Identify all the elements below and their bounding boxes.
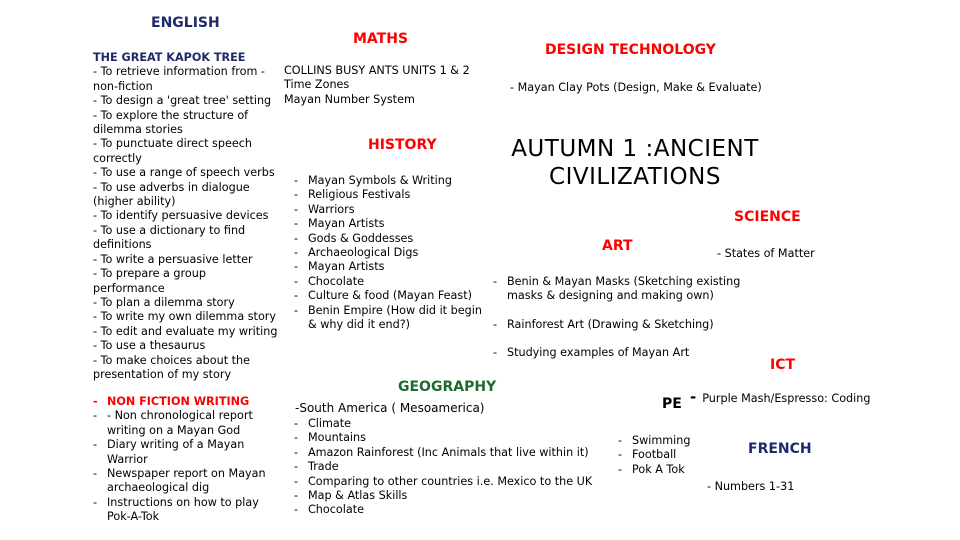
list-item: - Climate (294, 417, 614, 431)
list-item: - Culture & food (Mayan Feast) (294, 289, 494, 303)
list-item: correctly (93, 151, 142, 165)
list-item: - To make choices about the (93, 353, 251, 367)
list-item: - To use adverbs in dialogue (93, 180, 250, 194)
list-item: - Mayan Symbols & Writing (294, 174, 494, 188)
list-item: - Comparing to other countries i.e. Mexico to the UK (294, 475, 614, 489)
art-heading: ART (602, 238, 633, 254)
list-item: - To prepare a group (93, 267, 206, 281)
french-heading: FRENCH (748, 441, 812, 457)
page-title-line2: CIVILIZATIONS (549, 164, 721, 190)
list-item: - Football (618, 448, 718, 462)
list-item: - To punctuate direct speech (93, 137, 252, 151)
english-unit-title: THE GREAT KAPOK TREE (93, 51, 246, 64)
page-title-line1: AUTUMN 1 :ANCIENT (511, 136, 759, 162)
list-item: - Benin Empire (How did it begin & why did it end?) (294, 304, 494, 333)
list-item: - - Non chronological report writing on a Mayan God (93, 409, 273, 438)
list-item: COLLINS BUSY ANTS UNITS 1 & 2 (284, 64, 470, 77)
list-item: - Studying examples of Mayan Art (493, 346, 753, 360)
list-item: - Swimming (618, 434, 718, 448)
maths-heading: MATHS (353, 31, 409, 47)
geography-list (294, 417, 614, 518)
list-item: dilemma stories (93, 123, 183, 137)
list-item: presentation of my story (93, 367, 232, 381)
list-item: - To use a thesaurus (93, 339, 206, 353)
list-item: - To use a range of speech verbs (93, 166, 275, 180)
list-item: Time Zones (284, 78, 350, 92)
list-item: performance (93, 281, 165, 295)
history-list (294, 174, 494, 332)
list-item: (higher ability) (93, 195, 176, 209)
list-item: - Chocolate (294, 275, 494, 289)
list-item: - Archaeological Digs (294, 246, 494, 260)
list-item: - Mountains (294, 431, 614, 445)
ict-heading: ICT (770, 357, 796, 373)
pe-heading: PE (662, 396, 682, 412)
maths-list (284, 64, 514, 107)
list-item: - Warriors (294, 203, 494, 217)
dt-item: - Mayan Clay Pots (Design, Make & Evaluate) (510, 81, 762, 94)
list-item: - Rainforest Art (Drawing & Sketching) (493, 318, 753, 332)
nonfiction-title: - NON FICTION WRITING (93, 395, 250, 408)
science-heading: SCIENCE (734, 209, 801, 225)
list-item: - Mayan Artists (294, 217, 494, 231)
list-item: - Chocolate (294, 503, 614, 517)
list-item: - Instructions on how to play Pok-A-Tok (93, 496, 273, 525)
list-item: - Pok A Tok (618, 463, 718, 477)
nonfiction-list (93, 409, 273, 524)
list-item: non-fiction (93, 79, 153, 93)
geography-heading: GEOGRAPHY (398, 379, 497, 395)
list-item: - Religious Festivals (294, 188, 494, 202)
art-list (493, 275, 753, 361)
list-item: - To design a 'great tree' setting (93, 94, 272, 108)
list-item: - To retrieve information from - (93, 65, 265, 79)
english-heading: ENGLISH (151, 15, 220, 31)
list-item: - Mayan Artists (294, 260, 494, 274)
list-item: - Diary writing of a Mayan Warrior (93, 438, 273, 467)
nonfiction-section (93, 395, 273, 525)
list-item: - To use a dictionary to find (93, 223, 246, 237)
list-item: - Amazon Rainforest (Inc Animals that live within it) (294, 446, 614, 460)
french-item: - Numbers 1-31 (707, 480, 795, 493)
list-item: - To explore the structure of (93, 108, 249, 122)
list-item: definitions (93, 238, 152, 252)
list-item: - Newspaper report on Mayan archaeological dig (93, 467, 273, 496)
science-item: - States of Matter (717, 247, 815, 260)
ict-item: - Purple Mash/Espresso: Coding (690, 388, 871, 406)
dt-heading: DESIGN TECHNOLOGY (545, 42, 716, 58)
list-item: - Map & Atlas Skills (294, 489, 614, 503)
list-item: - To write a persuasive letter (93, 252, 253, 266)
english-objectives-list (93, 65, 283, 382)
list-item: Mayan Number System (284, 92, 415, 106)
list-item: - Benin & Mayan Masks (Sketching existing masks & designing and making own) (493, 275, 753, 304)
list-item: - Trade (294, 460, 614, 474)
page-title (470, 135, 800, 191)
list-item: - To identify persuasive devices (93, 209, 269, 223)
geography-intro: -South America ( Mesoamerica) (295, 401, 485, 415)
english-section (93, 51, 283, 382)
art-section (493, 275, 753, 361)
pe-list (618, 434, 718, 477)
list-item: - To edit and evaluate my writing (93, 324, 278, 338)
history-heading: HISTORY (368, 137, 437, 153)
list-item: - Gods & Goddesses (294, 232, 494, 246)
list-item: - To plan a dilemma story (93, 295, 235, 309)
list-item: - To write my own dilemma story (93, 310, 277, 324)
